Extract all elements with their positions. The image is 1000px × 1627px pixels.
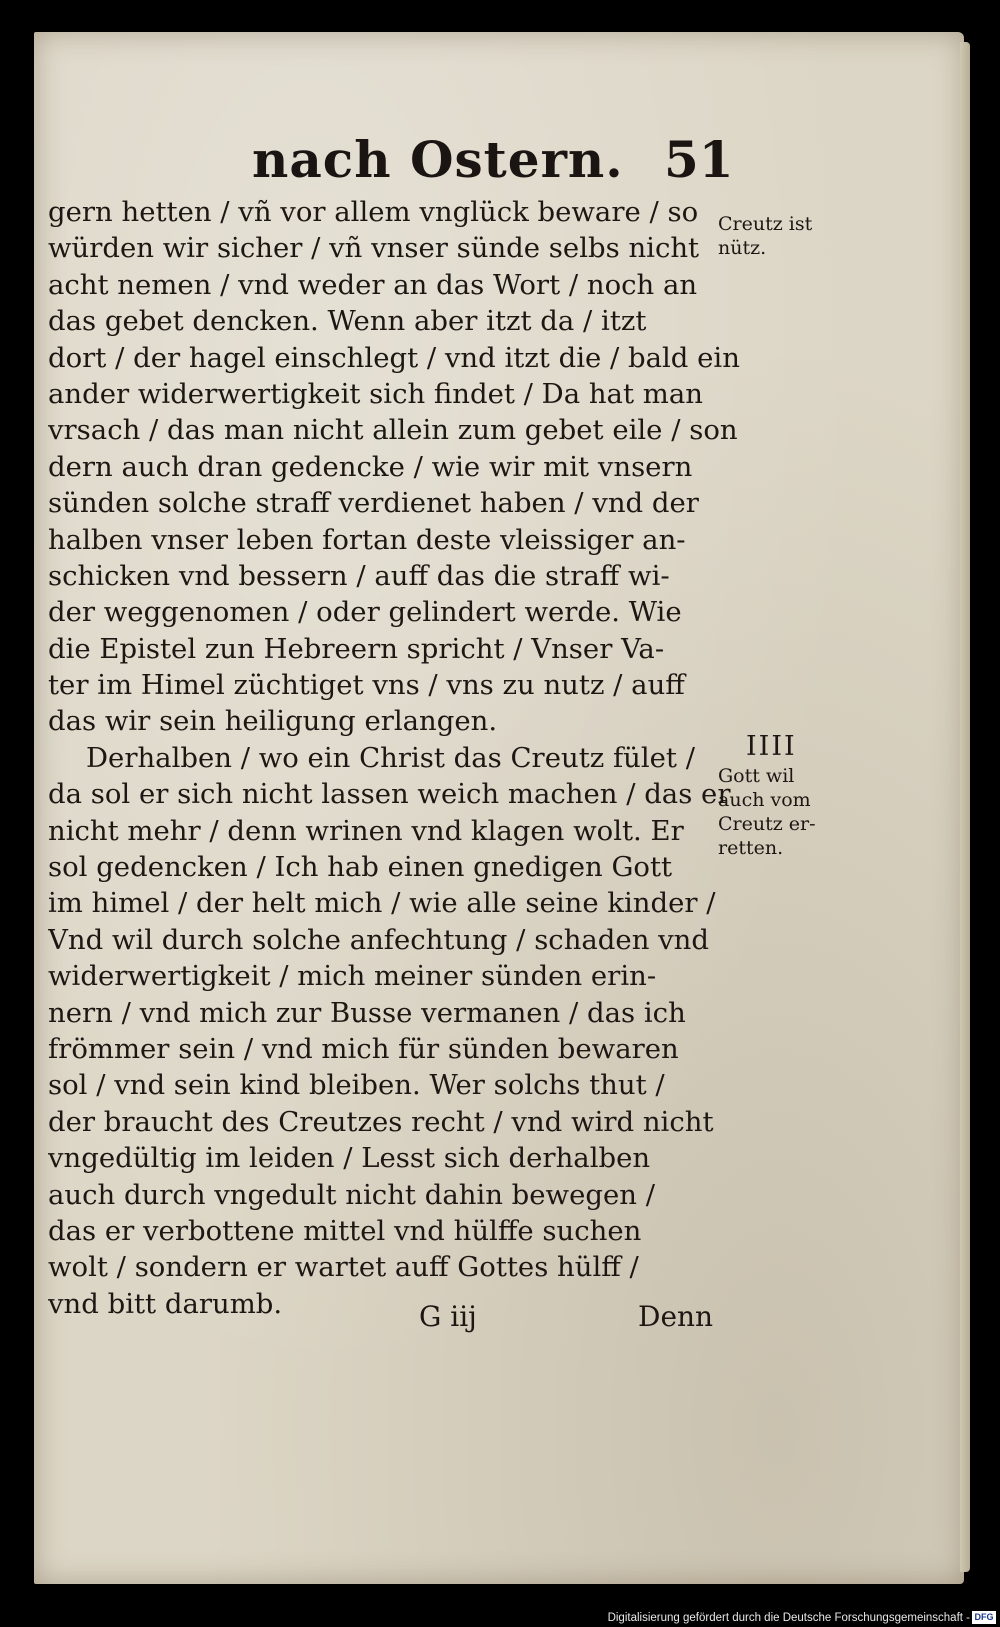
text-line: das gebet dencken. Wenn aber itzt da / itzt <box>48 305 647 338</box>
signature-mark: G iij <box>419 1300 477 1333</box>
margin-note-line: Creutz ist <box>718 213 813 235</box>
text-line: vrsach / das man nicht allein zum gebet eile / son <box>48 414 738 447</box>
catchword: Denn <box>638 1300 714 1333</box>
text-line: halben vnser leben fortan deste vleissiger an- <box>48 523 686 556</box>
margin-note-creutz-nutz <box>718 212 812 260</box>
body-text <box>48 194 748 1322</box>
margin-note-line: Gott wil <box>718 765 795 787</box>
margin-note-line: retten. <box>718 837 784 859</box>
text-line: die Epistel zun Hebreern spricht / Vnser Va- <box>48 632 665 665</box>
text-line: sol / vnd sein kind bleiben. Wer solchs thut / <box>48 1069 665 1102</box>
page-header <box>34 130 964 200</box>
text-line: auch durch vngedult nicht dahin bewegen / <box>48 1178 655 1211</box>
text-line: wolt / sondern er wartet auff Gottes hülff / <box>48 1251 639 1284</box>
margin-note-line: Creutz er- <box>718 813 816 835</box>
text-line: sol gedencken / Ich hab einen gnedigen Gott <box>48 851 673 884</box>
text-line: im himel / der helt mich / wie alle seine kinder / <box>48 887 716 920</box>
margin-note-line: auch vom <box>718 789 811 811</box>
text-line: Vnd wil durch solche anfechtung / schaden vnd <box>48 923 709 956</box>
running-head: nach Ostern. <box>252 130 624 189</box>
text-line: der weggenomen / oder gelindert werde. Wie <box>48 596 682 629</box>
margin-note-line: nütz. <box>718 237 767 259</box>
dfg-logo: DFG <box>972 1611 996 1624</box>
text-line: nern / vnd mich zur Busse vermanen / das ich <box>48 996 686 1029</box>
text-line: acht nemen / vnd weder an das Wort / noch an <box>48 268 698 301</box>
page-number: 51 <box>664 130 734 189</box>
text-line-paragraph-start: Derhalben / wo ein Christ das Creutz fület / <box>86 741 695 774</box>
book-page <box>34 32 964 1584</box>
text-line: schicken vnd bessern / auff das die straff wi- <box>48 559 670 592</box>
margin-numeral: IIII <box>746 731 797 762</box>
text-line: ter im Himel züchtiget vns / vns zu nutz / auff <box>48 669 685 702</box>
text-line: frömmer sein / vnd mich für sünden bewaren <box>48 1032 679 1065</box>
text-line: sünden solche straff verdienet haben / vnd der <box>48 487 699 520</box>
margin-note-gott-wil-retten <box>718 730 816 860</box>
text-line: widerwertigkeit / mich meiner sünden erin- <box>48 960 657 993</box>
text-line: der braucht des Creutzes recht / vnd wird nicht <box>48 1105 714 1138</box>
footer-bar <box>0 1609 1000 1627</box>
footer-credit: Digitalisierung gefördert durch die Deutsche Forschungsgemeinschaft - <box>607 1612 970 1624</box>
text-line: vngedültig im leiden / Lesst sich derhalben <box>48 1142 651 1175</box>
catchword-row <box>34 1300 964 1340</box>
text-line: ander widerwertigkeit sich findet / Da hat man <box>48 377 703 410</box>
text-line: dort / der hagel einschlegt / vnd itzt die / bald ein <box>48 341 740 374</box>
text-line: das er verbottene mittel vnd hülffe suchen <box>48 1214 642 1247</box>
text-line: dern auch dran gedencke / wie wir mit vnsern <box>48 450 693 483</box>
text-line: nicht mehr / denn wrinen vnd klagen wolt. Er <box>48 814 684 847</box>
text-line: da sol er sich nicht lassen weich machen / das er <box>48 778 731 811</box>
text-line: das wir sein heiligung erlangen. <box>48 705 498 738</box>
page-edge <box>960 42 970 1572</box>
text-line: vnd bitt darumb. <box>48 1287 283 1320</box>
text-line: gern hetten / vñ vor allem vnglück beware / so <box>48 196 699 228</box>
text-line: würden wir sicher / vñ vnser sünde selbs nicht <box>48 232 700 265</box>
